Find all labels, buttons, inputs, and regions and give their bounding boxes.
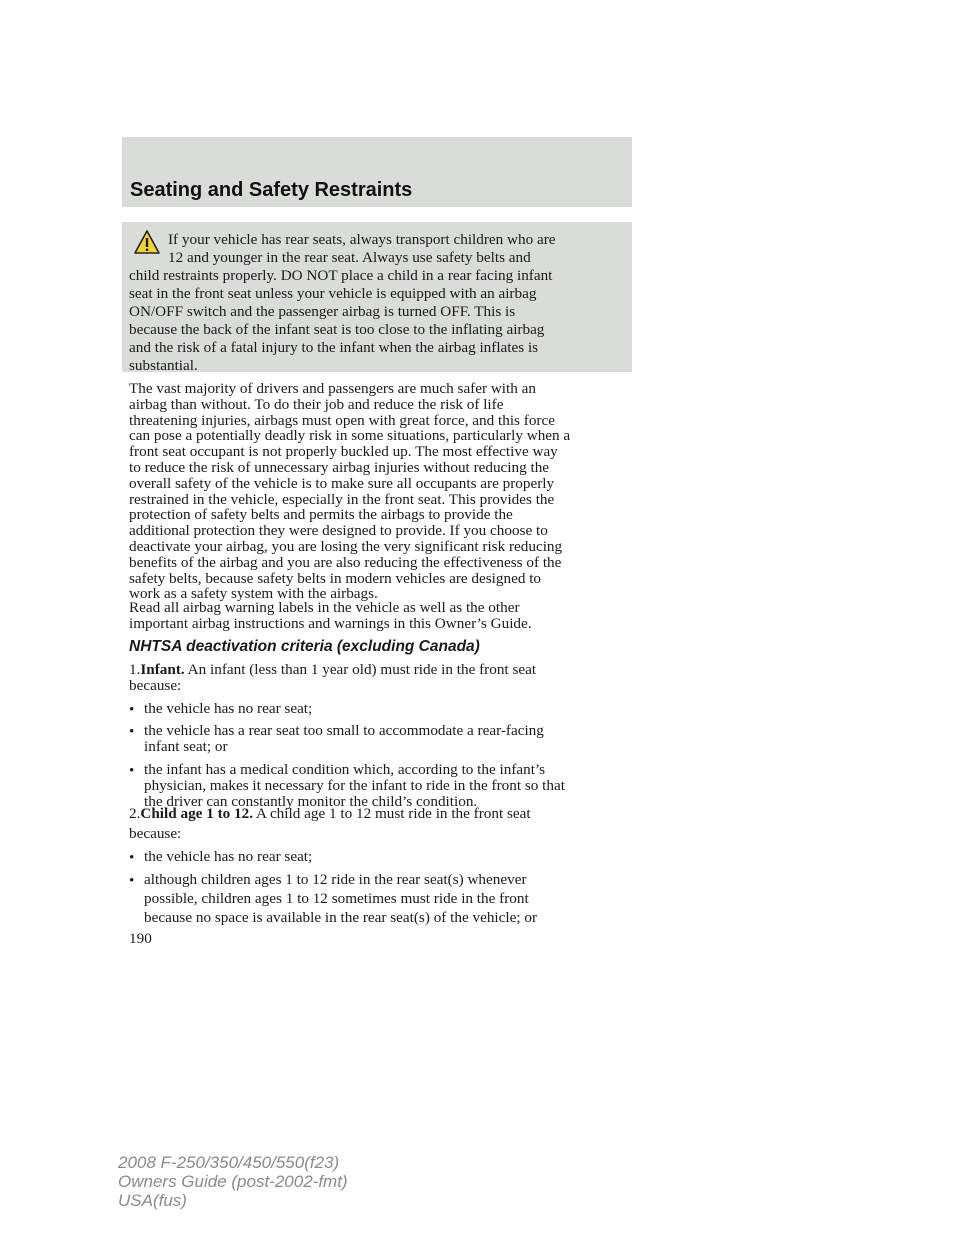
section-header — [122, 137, 632, 207]
bullet-text: the driver can constantly monitor the child’s condition. — [144, 793, 478, 810]
text-line: deactivate your airbag, you are losing the very significant risk reducing — [129, 537, 563, 555]
item-label: Child age 1 to 12. — [140, 805, 254, 822]
text-line: Read all airbag warning labels in the vehicle as well as the other — [129, 599, 520, 616]
warning-triangle-icon — [134, 230, 160, 254]
text-line: additional protection they were designed to provide. If you choose to — [129, 522, 548, 540]
footer-line — [118, 1153, 348, 1172]
paragraph-read-labels — [129, 600, 629, 632]
warning-line: 12 and younger in the rear seat. Always use safety belts and — [168, 249, 531, 266]
warning-line: substantial. — [129, 357, 198, 374]
text-line: benefits of the airbag and you are also reducing the effectiveness of the — [129, 553, 562, 571]
item-number: 2. — [129, 805, 141, 822]
text-line: protection of safety belts and permits the airbags to provide the — [129, 506, 513, 524]
item-text: An infant (less than 1 year old) must ride in the front seat — [187, 661, 537, 678]
text-line: airbag than without. To do their job and reduce the risk of life — [129, 395, 504, 413]
paragraph — [129, 381, 629, 602]
bullet-icon: • — [129, 872, 135, 889]
bullet-icon: • — [129, 701, 135, 718]
bullet-text: the infant has a medical condition which, according to the infant’s — [144, 761, 546, 778]
bullet-text: the vehicle has a rear seat too small to accommodate a rear-facing — [144, 722, 544, 739]
bullet-icon: • — [129, 762, 135, 779]
footer-market: USA — [118, 1191, 153, 1210]
warning-line: child restraints properly. DO NOT place a child in a rear facing infant — [129, 267, 553, 284]
footer-model: 2008 F-250/350/450/550 — [118, 1153, 305, 1172]
warning-line: and the risk of a fatal injury to the infant when the airbag inflates is — [129, 339, 539, 356]
bullet-text: physician, makes it necessary for the infant to ride in the front so that — [144, 777, 565, 794]
item-text-continued: because: — [129, 677, 182, 694]
text-line: can pose a potentially deadly risk in some situations, particularly when a — [129, 427, 571, 445]
text-line: work as a safety system with the airbags. — [129, 585, 378, 603]
bullet-text: infant seat; or — [144, 738, 228, 755]
bullet-text: because no space is available in the rear seat(s) of the vehicle; or — [144, 909, 538, 926]
section-title: Seating and Safety Restraints — [130, 179, 413, 201]
bullet-icon: • — [129, 849, 135, 866]
bullet-text: the vehicle has no rear seat; — [144, 848, 313, 865]
page-number: 190 — [129, 930, 152, 947]
subheading-nhtsa-criteria: NHTSA deactivation criteria (excluding Canada) — [129, 638, 480, 655]
text-line: overall safety of the vehicle is to make sure all occupants are properly — [129, 474, 555, 492]
text-line: safety belts, because safety belts in modern vehicles are designed to — [129, 569, 542, 587]
criteria-item-infant — [129, 662, 536, 678]
text-line: The vast majority of drivers and passengers are much safer with an — [129, 380, 536, 397]
warning-line: seat in the front seat unless your vehicle is equipped with an airbag — [129, 285, 537, 302]
warning-box — [122, 222, 632, 372]
text-line: important airbag instructions and warnings in this Owner’s Guide. — [129, 614, 532, 632]
footer-guide: Owners Guide (post-2002-fmt) — [118, 1172, 348, 1191]
criteria-item-child — [129, 806, 531, 822]
paragraph — [129, 600, 629, 632]
text-line: to reduce the risk of unnecessary airbag injuries without reducing the — [129, 458, 550, 476]
text-line: restrained in the vehicle, especially in the front seat. This provides the — [129, 490, 555, 508]
warning-line: because the back of the infant seat is too close to the inflating airbag — [129, 321, 545, 338]
bullet-icon: • — [129, 723, 135, 740]
footer-market-code: (fus) — [152, 1191, 187, 1210]
warning-line: If your vehicle has rear seats, always transport children who are — [168, 231, 556, 248]
footer-line — [118, 1172, 348, 1191]
bullet-text: the vehicle has no rear seat; — [144, 700, 313, 717]
footer-line — [118, 1191, 348, 1210]
text-line: threatening injuries, airbags must open with great force, and this force — [129, 411, 555, 429]
item-text-continued: because: — [129, 825, 182, 842]
item-number: 1. — [129, 661, 141, 678]
paragraph-airbag-safety — [129, 381, 629, 602]
item-text: A child age 1 to 12 must ride in the front seat — [256, 805, 531, 822]
bullet-text: possible, children ages 1 to 12 sometimes must ride in the front — [144, 890, 529, 907]
document-footer — [118, 1153, 348, 1210]
text-line: front seat occupant is not properly buckled up. The most effective way — [129, 443, 558, 461]
item-label: Infant. — [140, 661, 185, 678]
footer-code: (f23) — [304, 1153, 340, 1172]
bullet-text: although children ages 1 to 12 ride in the rear seat(s) whenever — [144, 871, 527, 888]
warning-line: ON/OFF switch and the passenger airbag is turned OFF. This is — [129, 303, 516, 320]
